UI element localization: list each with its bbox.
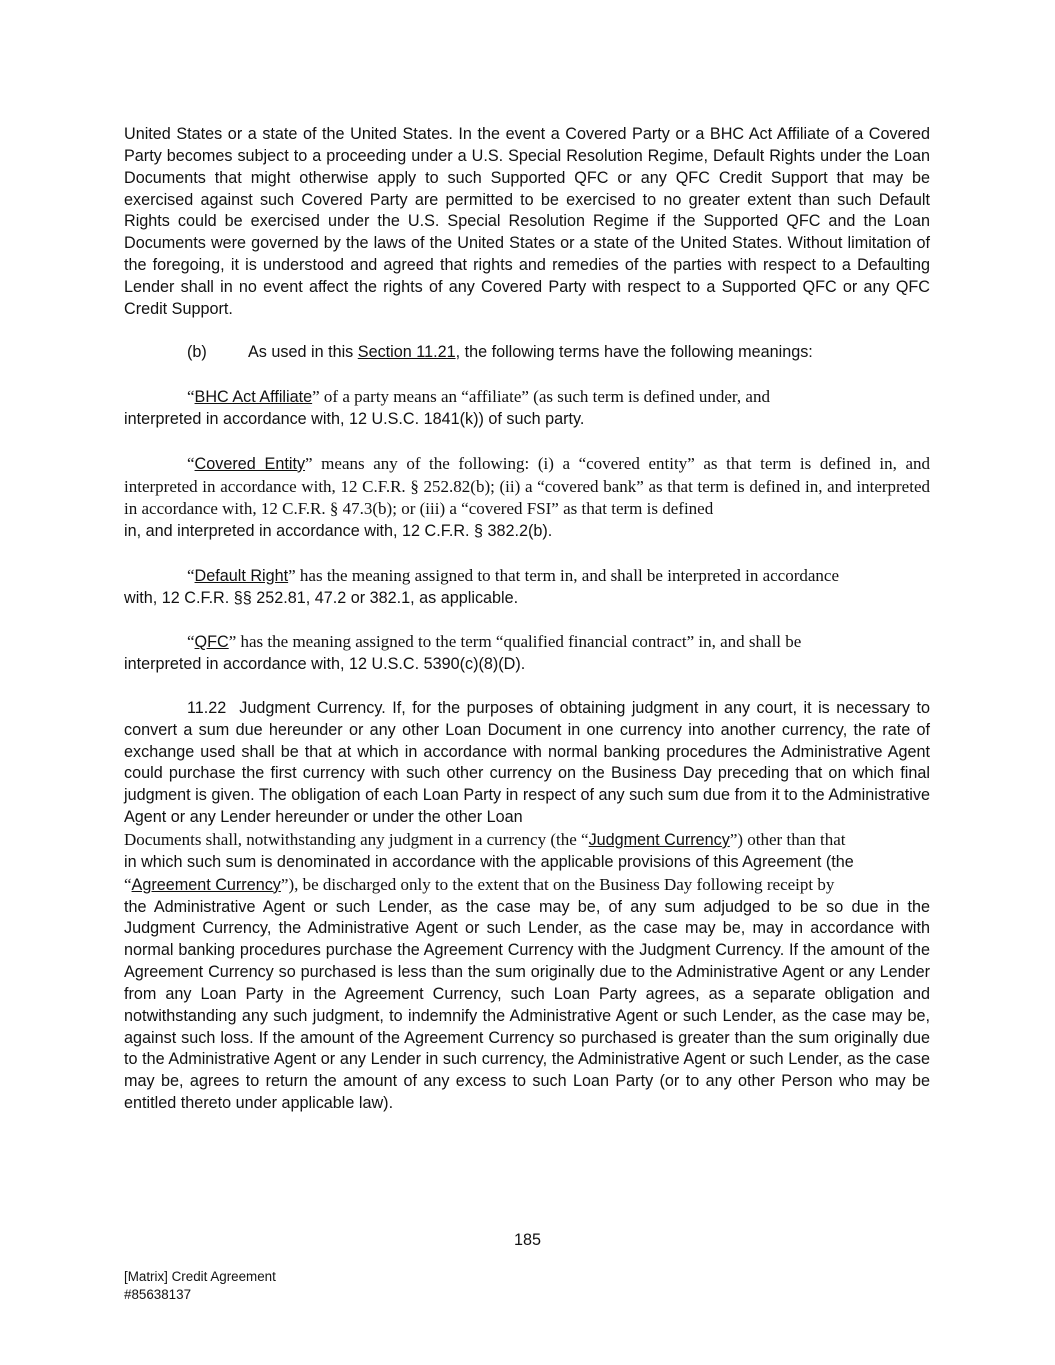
footer-document-title: [Matrix] Credit Agreement bbox=[124, 1269, 276, 1284]
subsection-marker: (b) bbox=[187, 343, 207, 362]
paragraph-continuation: United States or a state of the United States. In the event a Covered Party or a BHC Act Affiliate of a Covered Party becomes subject to a proceeding under a U.S. Special Resolution Regime, Default Rights under the Loan Documents that might otherwise apply to such Supported QFC or any QFC Credit Support that may be exercised against such Covered Party are permitted to be exercised to no greater extent than such Default Rights could be exercised under the U.S. Special Resolution Regime if the Supported QFC and the Loan Documents were governed by the laws of the United States or a state of the United States. Without limitation of the foregoing, it is understood and agreed that rights and remedies of the parties with respect to a Defaulting Lender shall in no event affect the rights of any Covered Party with respect to a Supported QFC or any QFC Credit Support. bbox=[124, 125, 930, 318]
section-serif-a: Documents shall, notwithstanding any judgment in a currency (the “ bbox=[124, 830, 589, 849]
close-quote: ” bbox=[228, 632, 237, 652]
section-serif-d: ”), be discharged only to the extent that on the Business Day following receipt by bbox=[280, 874, 835, 894]
page-number: 185 bbox=[513, 1231, 541, 1249]
definition-text-continued: with, 12 C.F.R. §§ 252.81, 47.2 or 382.1, as applicable. bbox=[124, 588, 519, 607]
section-text-b: in which such sum is denominated in accordance with the applicable provisions of this Agreement (the bbox=[124, 852, 854, 871]
section-serif-b: ”) other than that bbox=[729, 830, 846, 849]
section-text-c: the Administrative Agent or such Lender, as the case may be, of any sum adjudged to be so due in the Judgment Currency, the Administrative Agent or such Lender, as the case may be, may in accordance with normal banking procedures purchase the Agreement Currency with the Judgment Currency. If the amount of the Agreement Currency so purchased is less than the sum originally due to the Administrative Agent or any Lender from any Loan Party in the Agreement Currency, such Loan Party agrees, as a separate obligation and notwithstanding any such judgment, to indemnify the Administrative Agent or such Lender, as the case may be, against such loss. If the amount of the Agreement Currency so purchased is greater than the sum originally due to the Administrative Agent or any Lender in such currency, the Administrative Agent or such Lender, as the case may be, agrees to return the amount of any excess to such Loan Party (or to any other Person who may be entitled thereto under applicable law). bbox=[124, 897, 930, 1113]
definition-default-right bbox=[124, 565, 930, 610]
definition-text: has the meaning assigned to that term in, and shall be interpreted in accordance bbox=[295, 565, 840, 585]
document-footer bbox=[124, 1268, 276, 1304]
close-quote: ” bbox=[305, 453, 313, 473]
defined-term: Covered Entity bbox=[194, 454, 306, 473]
open-quote: “ bbox=[187, 453, 195, 473]
definition-text: means any of the following: (i) a “covered entity” as that term is defined in, and interpreted in accordance with, 12 C.F.R. § 252.82(b); (ii) a “covered bank” as that term is defined in, and interpreted in accordance with, 12 C.F.R. § 47.3(b); or (iii) a “covered FSI” as that term is defined bbox=[124, 453, 930, 519]
close-quote: ” bbox=[288, 565, 296, 585]
section-11-22-judgment-currency bbox=[124, 698, 930, 1115]
defined-term-judgment-currency: Judgment Currency bbox=[588, 831, 730, 849]
defined-term: QFC bbox=[194, 633, 229, 652]
definition-covered-entity bbox=[124, 453, 930, 543]
subsection-b bbox=[124, 342, 930, 364]
section-heading: Judgment Currency. bbox=[239, 698, 386, 717]
section-reference: Section 11.21 bbox=[357, 343, 456, 362]
subsection-text-before: As used in this bbox=[248, 343, 358, 362]
definition-text-continued: interpreted in accordance with, 12 U.S.C. 1841(k)) of such party. bbox=[124, 409, 585, 428]
open-quote: “ bbox=[187, 565, 195, 585]
subsection-text-after: , the following terms have the following meanings: bbox=[455, 343, 813, 362]
close-quote: ” bbox=[312, 387, 320, 407]
open-quote: “ bbox=[187, 387, 195, 407]
section-text-a: If, for the purposes of obtaining judgment in any court, it is necessary to convert a sum due hereunder or any other Loan Document in one currency into another currency, the rate of exchange used shall be that at which in accordance with normal banking procedures the Administrative Agent could purchase the first currency with such other currency on the Business Day preceding that on which final judgment is given. The obligation of each Loan Party in respect of any such sum due from it to the Administrative Agent or any Lender hereunder or under the other Loan bbox=[124, 698, 930, 827]
defined-term: BHC Act Affiliate bbox=[194, 388, 313, 407]
document-page bbox=[124, 124, 930, 1115]
definition-text: has the meaning assigned to the term “qualified financial contract” in, and shall be bbox=[236, 632, 802, 652]
section-serif-c: “ bbox=[124, 874, 132, 894]
section-number: 11.22 bbox=[187, 698, 227, 717]
definition-bhc-act-affiliate bbox=[124, 386, 930, 431]
open-quote: “ bbox=[187, 632, 195, 652]
definition-text-continued: in, and interpreted in accordance with, 12 C.F.R. § 382.2(b). bbox=[124, 522, 553, 541]
definition-text: of a party means an “affiliate” (as such term is defined under, and bbox=[319, 387, 770, 407]
definition-text-continued: interpreted in accordance with, 12 U.S.C. 5390(c)(8)(D). bbox=[124, 655, 526, 674]
defined-term-agreement-currency: Agreement Currency bbox=[131, 875, 281, 894]
footer-document-id: #85638137 bbox=[124, 1287, 192, 1302]
definition-qfc bbox=[124, 631, 930, 676]
defined-term: Default Right bbox=[194, 566, 289, 585]
